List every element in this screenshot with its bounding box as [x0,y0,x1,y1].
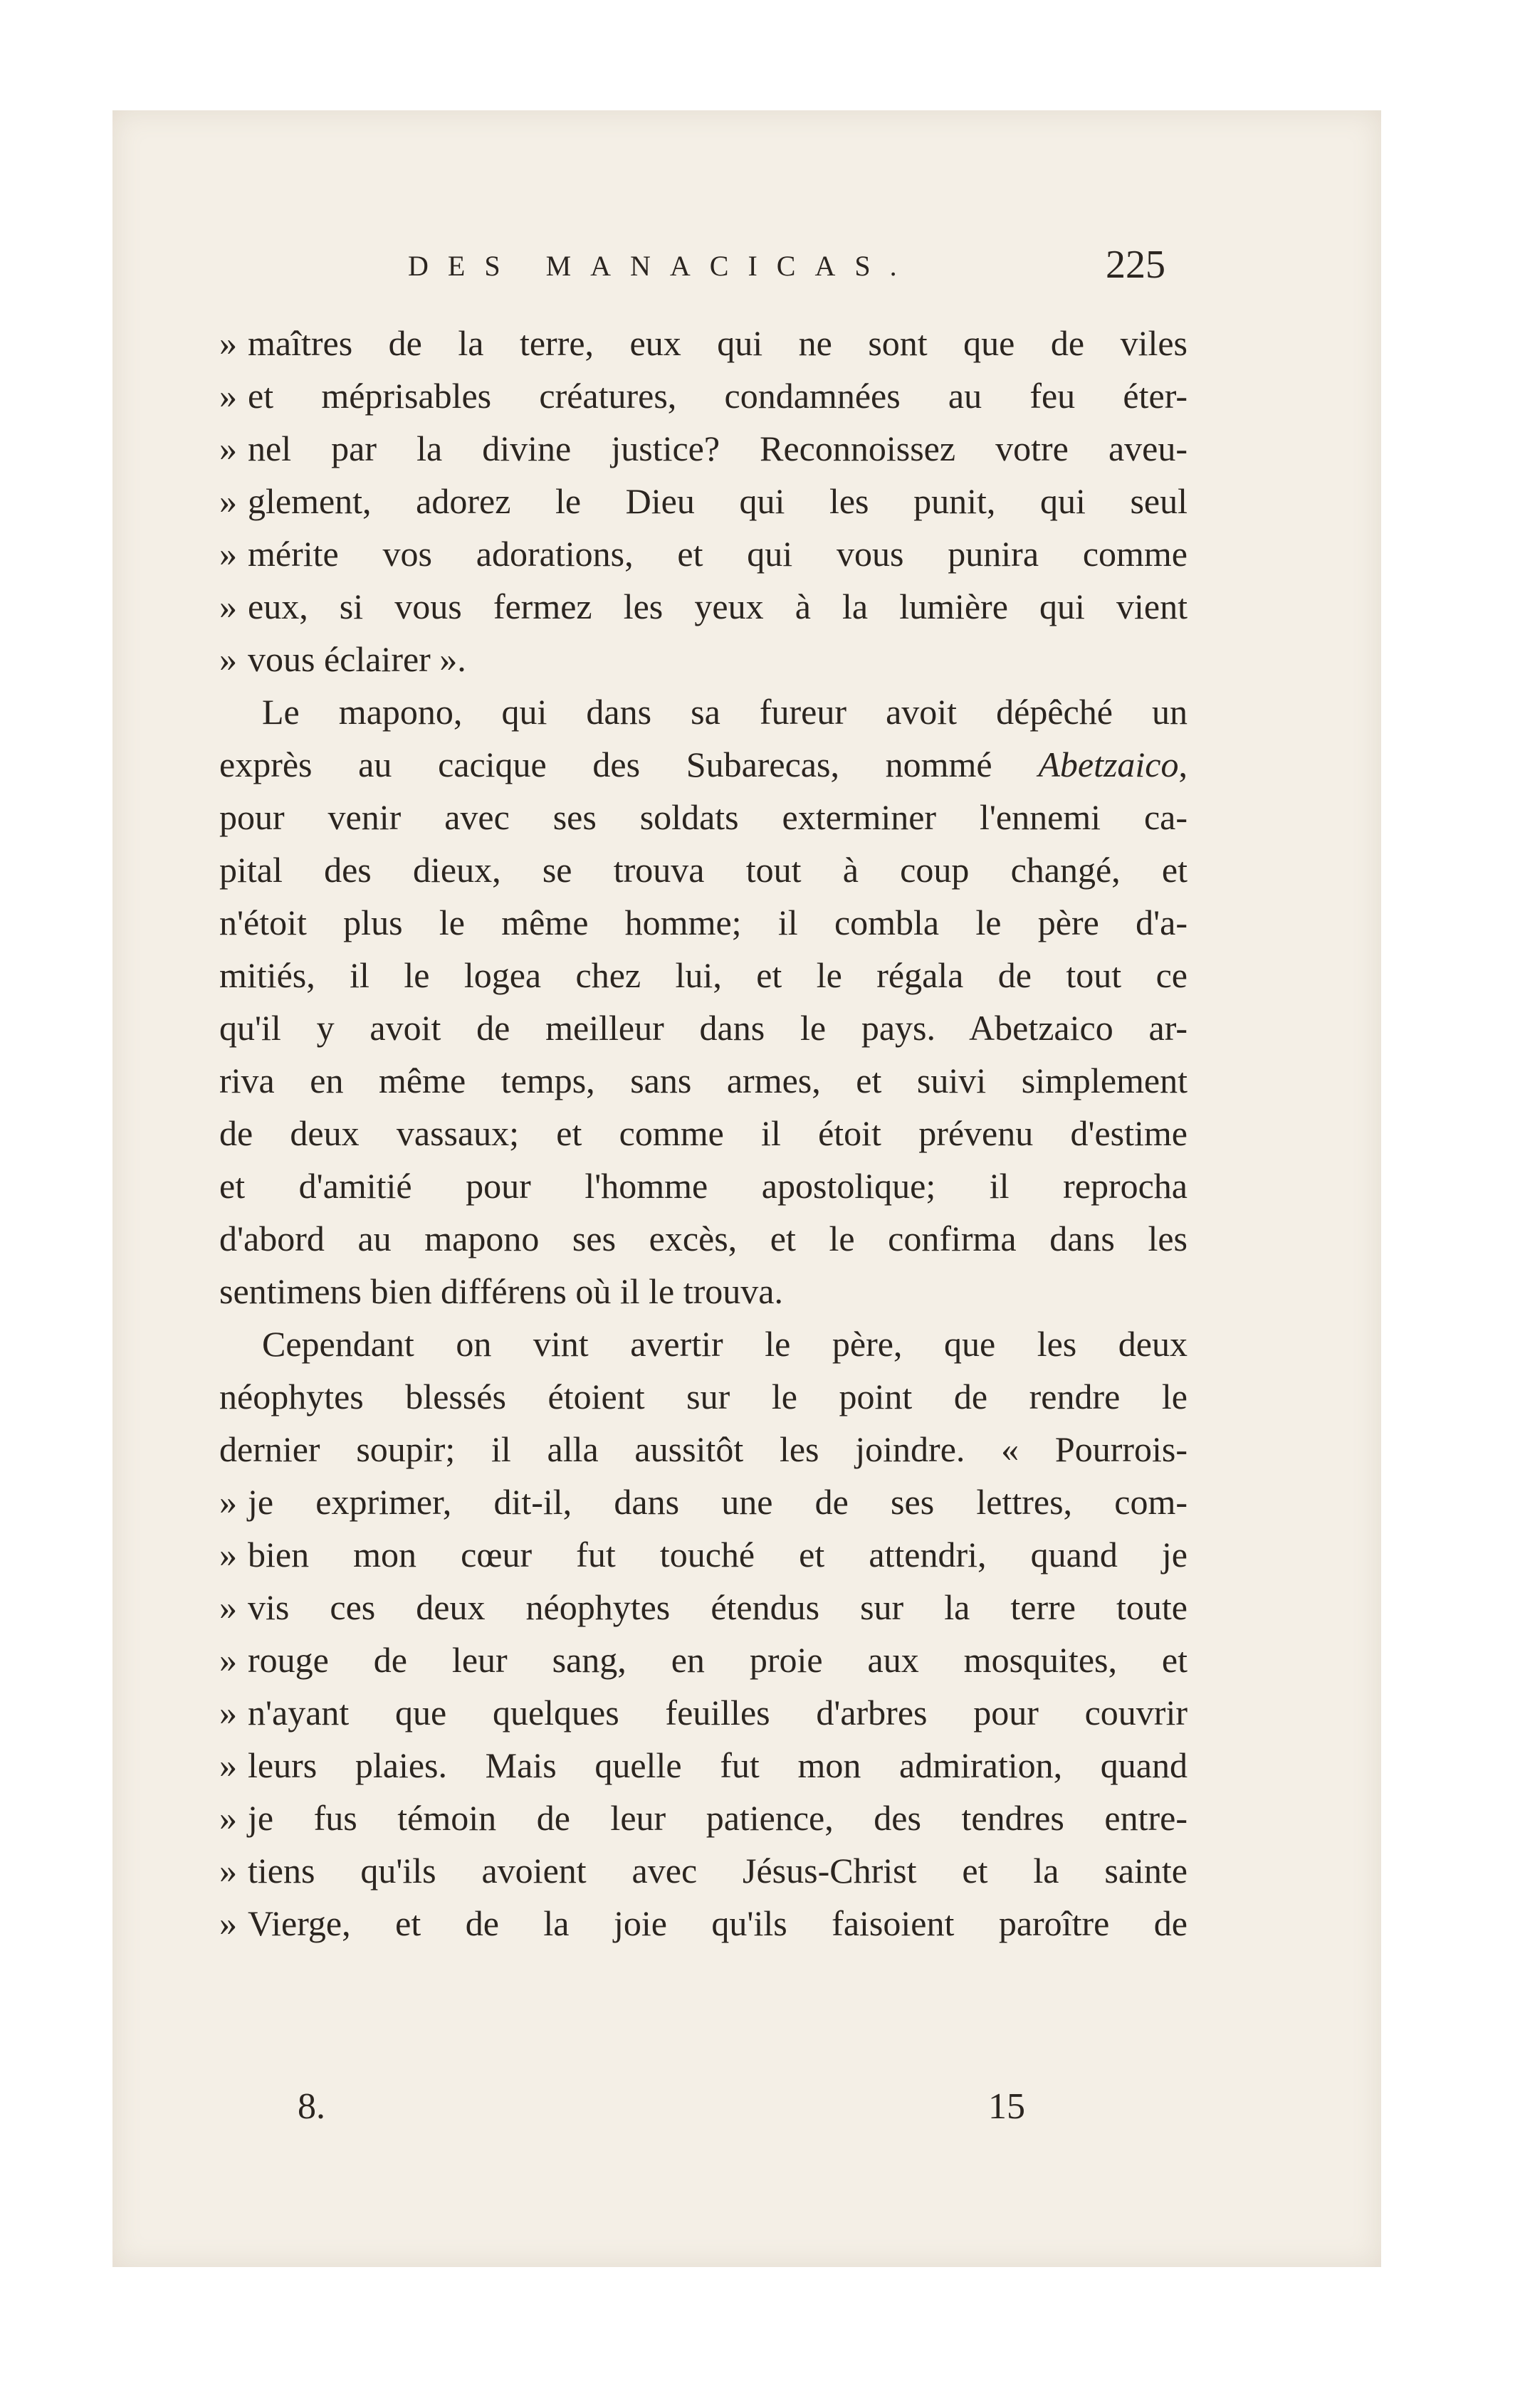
quote-mark: » [219,639,237,679]
line-text: vis ces deux néophytes étendus sur la terre toute [248,1587,1188,1627]
line-text: rouge de leur sang, en proie aux mosquites, et [248,1640,1188,1680]
line-text: de deux vassaux; et comme il étoit prévenu d'estime [219,1113,1188,1153]
text-line [219,580,1188,633]
text-line [219,738,1188,791]
text-line [219,896,1188,949]
text-line [219,1212,1188,1265]
quote-mark: » [219,481,237,521]
quote-mark: » [219,1640,237,1680]
line-text: n'ayant que quelques feuilles d'arbres pour couvrir [248,1693,1188,1733]
line-text: n'étoit plus le même homme; il combla le père d'a- [219,903,1188,942]
paragraph-start [219,1318,1188,1370]
text-line [219,422,1188,475]
text-line [219,1528,1188,1581]
running-title: DES MANACICAS. [408,250,916,282]
line-text: Vierge, et de la joie qu'ils faisoient paroître de [248,1903,1188,1943]
line-text: pital des dieux, se trouva tout à coup changé, et [219,850,1188,890]
text-line [219,1160,1188,1212]
quote-mark: » [219,1851,237,1891]
page-header [112,243,1381,292]
line-text: mérite vos adorations, et qui vous punira comme [248,534,1188,574]
signature-mark: 8. [298,2086,325,2127]
line-text: et d'amitié pour l'homme apostolique; il reprocha [219,1166,1188,1206]
line-text: maîtres de la terre, eux qui ne sont que de viles [248,323,1188,363]
paragraph-start [219,685,1188,738]
text-line [219,1581,1188,1634]
line-text: mitiés, il le logea chez lui, et le régala de tout ce [219,955,1188,995]
line-text: dernier soupir; il alla aussitôt les joindre. « Pourrois- [219,1429,1188,1469]
quote-mark: » [219,1798,237,1838]
body-text [219,317,1188,1950]
line-text: je fus témoin de leur patience, des tendres entre- [248,1798,1188,1838]
text-line [219,1844,1188,1897]
line-text: nel par la divine justice? Reconnoissez votre aveu- [248,429,1188,468]
text-line [219,1476,1188,1528]
line-text: riva en même temps, sans armes, et suivi simplement [219,1061,1188,1100]
text-line [219,1001,1188,1054]
text-line [219,369,1188,422]
line-text: sentimens bien différens où il le trouva. [219,1271,783,1311]
quote-mark: » [219,1903,237,1943]
text-line [219,1370,1188,1423]
line-text: je exprimer, dit-il, dans une de ses lettres, com- [248,1482,1188,1522]
line-text: pour venir avec ses soldats exterminer l'ennemi ca- [219,797,1188,837]
quote-mark: » [219,587,237,626]
quote-mark: » [219,1587,237,1627]
text-line [219,949,1188,1001]
proper-name: Abetzaico [1038,745,1179,784]
text-line [219,633,1188,685]
line-text: glement, adorez le Dieu qui les punit, qui seul [248,481,1188,521]
text-line [219,475,1188,527]
quote-mark: » [219,323,237,363]
line-text: et méprisables créatures, condamnées au feu éter- [248,376,1188,416]
line-text: d'abord au mapono ses excès, et le confirma dans les [219,1219,1188,1258]
line-text: tiens qu'ils avoient avec Jésus-Christ et la sainte [248,1851,1188,1891]
line-punctuation: , [1178,745,1188,784]
quote-mark: » [219,429,237,468]
quote-mark: » [219,534,237,574]
text-line [219,1054,1188,1107]
line-text: eux, si vous fermez les yeux à la lumière qui vient [248,587,1188,626]
quote-mark: » [219,1745,237,1785]
text-line [219,1686,1188,1739]
line-text: vous éclairer ». [248,639,466,679]
line-text: Cependant on vint avertir le père, que les deux [262,1324,1188,1364]
text-line [219,317,1188,369]
line-text: Le mapono, qui dans sa fureur avoit dépêché un [262,692,1188,732]
text-line [219,843,1188,896]
line-text: qu'il y avoit de meilleur dans le pays. Abetzaico ar- [219,1008,1188,1048]
quote-mark: » [219,376,237,416]
text-line [219,1423,1188,1476]
text-line [219,1634,1188,1686]
page-footer [112,2086,1381,2135]
page-number: 225 [1106,243,1165,287]
text-line [219,1897,1188,1950]
quote-mark: » [219,1693,237,1733]
text-line [219,1792,1188,1844]
quote-mark: » [219,1535,237,1574]
line-text: néophytes blessés étoient sur le point de rendre le [219,1377,1188,1416]
line-text: leurs plaies. Mais quelle fut mon admiration, quand [248,1745,1188,1785]
text-line [219,1265,1188,1318]
text-line [219,1107,1188,1160]
sheet-number: 15 [988,2086,1025,2127]
text-line [219,791,1188,843]
text-line [219,527,1188,580]
line-text: bien mon cœur fut touché et attendri, quand je [248,1535,1188,1574]
quote-mark: » [219,1482,237,1522]
line-text: exprès au cacique des Subarecas, nommé [219,745,992,784]
text-line [219,1739,1188,1792]
book-page [112,110,1381,2267]
